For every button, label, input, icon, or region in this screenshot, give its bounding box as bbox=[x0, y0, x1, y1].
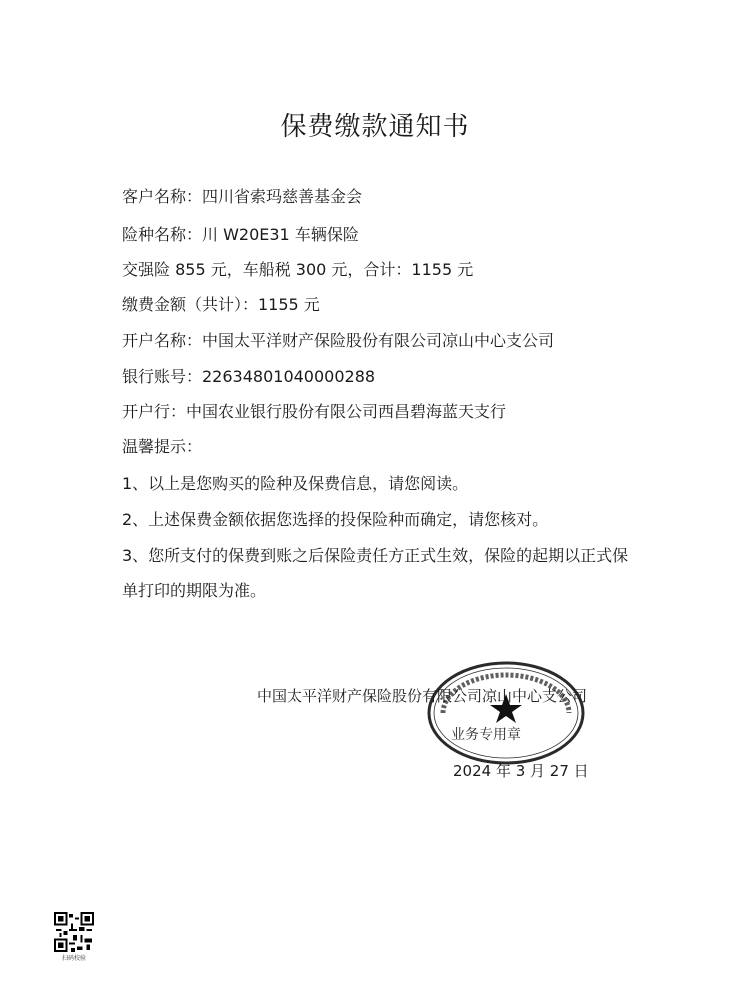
bank-name: 开户行：中国农业银行股份有限公司西昌碧海蓝天支行 bbox=[122, 402, 507, 421]
premium-breakdown: 交强险 855 元，车船税 300 元，合计：1155 元 bbox=[122, 260, 474, 279]
signer-company: 中国太平洋财产保险股份有限公司凉山中心支公司 bbox=[257, 687, 588, 705]
notice-item: 1、以上是您购买的险种及保费信息，请您阅读。 bbox=[122, 474, 469, 493]
account-number: 银行账号：22634801040000288 bbox=[122, 367, 376, 386]
qr-label: 扫码校验 bbox=[61, 955, 86, 962]
notice-item: 2、上述保费金额依据您选择的投保险种而确定，请您核对。 bbox=[122, 510, 549, 529]
qr-code-icon[interactable] bbox=[54, 912, 94, 952]
notice-heading: 温馨提示： bbox=[122, 437, 203, 456]
seal-text: 业务专用章 bbox=[451, 727, 521, 743]
notice-item: 3、您所支付的保费到账之后保险责任方正式生效，保险的起期以正式保单打印的期限为准。 bbox=[122, 546, 629, 600]
customer-name: 客户名称：四川省索玛慈善基金会 bbox=[122, 187, 363, 206]
insurance-type: 险种名称：川 W20E31 车辆保险 bbox=[122, 225, 359, 244]
account-name: 开户名称：中国太平洋财产保险股份有限公司凉山中心支公司 bbox=[122, 331, 555, 350]
issue-date: 2024 年 3 月 27 日 bbox=[453, 762, 589, 780]
company-seal-icon bbox=[425, 658, 587, 768]
total-amount: 缴费金额（共计）：1155 元 bbox=[122, 295, 320, 314]
document-title: 保费缴款通知书 bbox=[280, 112, 470, 142]
